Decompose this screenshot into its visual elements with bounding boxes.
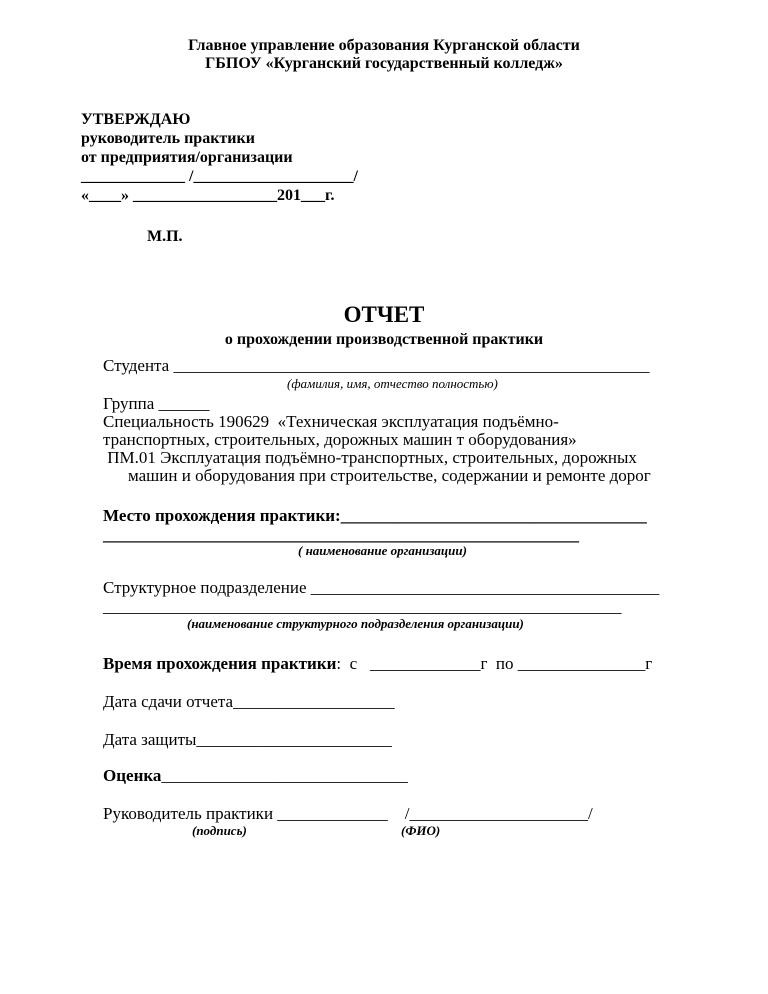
student-name-hint: (фамилия, имя, отчество полностью) bbox=[287, 376, 498, 391]
approval-title: УТВЕРЖДАЮ bbox=[81, 111, 191, 128]
approval-signature-line: _____________ /____________________/ bbox=[81, 168, 358, 185]
division-hint: (наименование структурного подразделения организации) bbox=[187, 616, 524, 631]
practice-period-line bbox=[103, 655, 652, 672]
approval-line-2: от предприятия/организации bbox=[81, 149, 293, 166]
report-subtitle: о прохождении производственной практики bbox=[224, 331, 544, 348]
group-line: Группа ______ bbox=[103, 394, 210, 413]
grade-underline: _____________________________ bbox=[161, 766, 408, 785]
submission-date-line: Дата сдачи отчета___________________ bbox=[103, 692, 395, 711]
organization-hint: ( наименование организации) bbox=[298, 543, 467, 558]
practice-period-label: Время прохождения практики bbox=[103, 654, 337, 673]
practice-period-dates: : с _____________г по _______________г bbox=[336, 654, 653, 673]
student-name-line: Студента ________________________________________________________ bbox=[103, 356, 650, 375]
practice-place-underline-2: ________________________________________________________ bbox=[103, 525, 579, 544]
approval-line-1: руководитель практики bbox=[81, 130, 255, 147]
specialty-line-1: Специальность 190629 «Техническая эксплуатация подъёмно- bbox=[103, 412, 559, 431]
specialty-line-2: транспортных, строительных, дорожных машин т оборудования» bbox=[103, 430, 577, 449]
practice-place-underline: ____________________________________ bbox=[340, 506, 647, 525]
module-line-2: машин и оборудования при строительстве, содержании и ремонте дорог bbox=[128, 466, 651, 485]
practice-place-label: Место прохождения практики: bbox=[103, 506, 341, 525]
college-header: ГБПОУ «Курганский государственный колледж» bbox=[205, 55, 563, 72]
module-line-1: ПМ.01 Эксплуатация подъёмно-транспортных, строительных, дорожных bbox=[103, 448, 637, 467]
stamp-label: М.П. bbox=[147, 228, 183, 245]
practice-place-line bbox=[103, 507, 647, 524]
supervisor-line: Руководитель практики _____________ /_____________________/ bbox=[103, 804, 593, 823]
defense-date-line: Дата защиты_______________________ bbox=[103, 730, 392, 749]
report-title: ОТЧЕТ bbox=[343, 302, 425, 327]
approval-date-line: «____» __________________201___г. bbox=[81, 187, 335, 204]
grade-label: Оценка bbox=[103, 766, 162, 785]
ministry-header: Главное управление образования Курганской области bbox=[188, 37, 580, 54]
full-name-hint: (ФИО) bbox=[401, 823, 441, 838]
grade-line bbox=[103, 767, 408, 784]
division-underline-2: _____________________________________________________________ bbox=[103, 597, 622, 616]
signature-hint: (подпись) bbox=[192, 823, 247, 838]
division-line: Структурное подразделение _________________________________________ bbox=[103, 578, 660, 597]
